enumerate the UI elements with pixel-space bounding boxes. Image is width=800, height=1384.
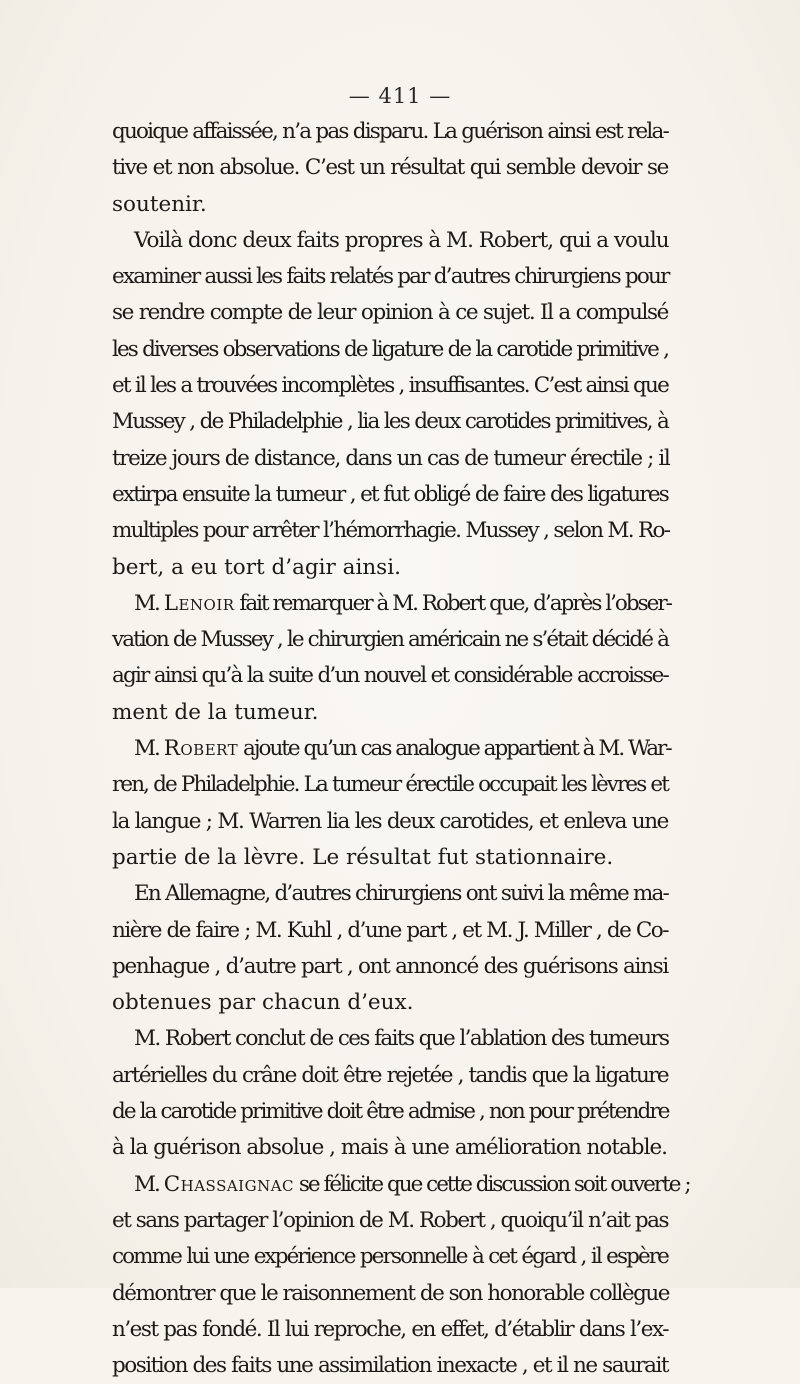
text-line: démontrer que le raisonnement de son honorable collègue — [112, 1280, 669, 1306]
paragraph — [112, 114, 668, 223]
text-line: Voilà donc deux faits propres à M. Robert, qui a voulu — [134, 227, 669, 253]
paragraph — [112, 876, 668, 1021]
text-line: multiples pour arrêter l’hémorrhagie. Mussey , selon M. Ro- — [112, 518, 670, 544]
text-line: de la carotide primitive doit être admise , non pour prétendre — [112, 1099, 669, 1125]
text-line — [112, 586, 671, 622]
text-line: soutenir. — [112, 191, 207, 217]
paragraph — [112, 731, 671, 876]
line-prefix: M. — [134, 736, 164, 762]
text-line: agir ainsi qu’à la suite d’un nouvel et considérable accroisse- — [112, 663, 668, 689]
text-line: extirpa ensuite la tumeur , et fut obligé de faire des ligatures — [112, 481, 668, 507]
text-line — [112, 731, 671, 767]
text-line: et il les a trouvées incomplètes , insuffisantes. C’est ainsi que — [112, 373, 668, 399]
speaker-name: Lenoir — [163, 590, 235, 616]
text-line: Mussey , de Philadelphie , lia les deux carotides primitives, à — [112, 409, 668, 435]
text-line: comme lui une expérience personnelle à cet égard , il espère — [112, 1244, 668, 1270]
paragraph — [112, 1167, 690, 1384]
text-line: quoique affaissée, n’a pas disparu. La guérison ainsi est rela- — [112, 119, 668, 144]
line-prefix: M. — [134, 590, 164, 616]
paragraph — [112, 586, 671, 731]
text-line: partie de la lèvre. Le résultat fut stationnaire. — [112, 844, 614, 870]
speaker-name: Robert — [163, 736, 239, 762]
text-line: position des faits une assimilation inexacte , et il ne saurait — [112, 1353, 668, 1379]
text-line: penhague , d’autre part , ont annoncé des guérisons ainsi — [112, 953, 668, 979]
text-line: examiner aussi les faits relatés par d’autres chirurgiens pour — [112, 264, 669, 290]
page-number: — 411 — — [348, 84, 452, 108]
text-line: M. Robert conclut de ces faits que l’ablation des tumeurs — [134, 1026, 669, 1052]
speaker-name: Chassaignac — [163, 1171, 295, 1197]
text-line: nière de faire ; M. Kuhl , d’une part , et M. J. Miller , de Co- — [112, 917, 668, 943]
text-line: bert, a eu tort d’agir ainsi. — [112, 554, 401, 580]
text-line: artérielles du crâne doit être rejetée , tandis que la ligature — [112, 1062, 668, 1088]
text-line: les diverses observations de ligature de la carotide primitive , — [112, 336, 668, 362]
text-line: et sans partager l’opinion de M. Robert , quoiqu’il n’ait pas — [112, 1207, 668, 1233]
text-line: tive et non absolue. C’est un résultat qui semble devoir se — [112, 155, 668, 181]
text-line: à la guérison absolue , mais à une amélioration notable. — [112, 1135, 667, 1161]
paragraph — [112, 1021, 668, 1166]
line-rest: fait remarquer à M. Robert que, d’après l’obser- — [234, 590, 671, 616]
line-prefix: M. — [134, 1171, 164, 1197]
text-line: obtenues par chacun d’eux. — [112, 990, 414, 1016]
paragraph — [112, 223, 668, 586]
line-rest: se félicite que cette discussion soit ouverte ; — [294, 1171, 690, 1197]
text-body — [112, 114, 690, 1384]
text-line: treize jours de distance, dans un cas de tumeur érectile ; il — [112, 445, 670, 471]
text-line: n’est pas fondé. Il lui reproche, en effet, d’établir dans l’ex- — [112, 1316, 668, 1342]
text-line: se rendre compte de leur opinion à ce sujet. Il a compulsé — [112, 300, 668, 326]
text-line: ment de la tumeur. — [112, 699, 319, 725]
text-line — [112, 1167, 690, 1203]
text-line: ren, de Philadelphie. La tumeur érectile occupait les lèvres et — [112, 772, 668, 798]
text-line: la langue ; M. Warren lia les deux carotides, et enleva une — [112, 808, 668, 834]
text-line: vation de Mussey , le chirurgien américain ne s’était décidé à — [112, 627, 668, 653]
text-line: En Allemagne, d’autres chirurgiens ont suivi la même ma- — [134, 881, 668, 907]
line-rest: ajoute qu’un cas analogue appartient à M. War- — [238, 736, 671, 762]
